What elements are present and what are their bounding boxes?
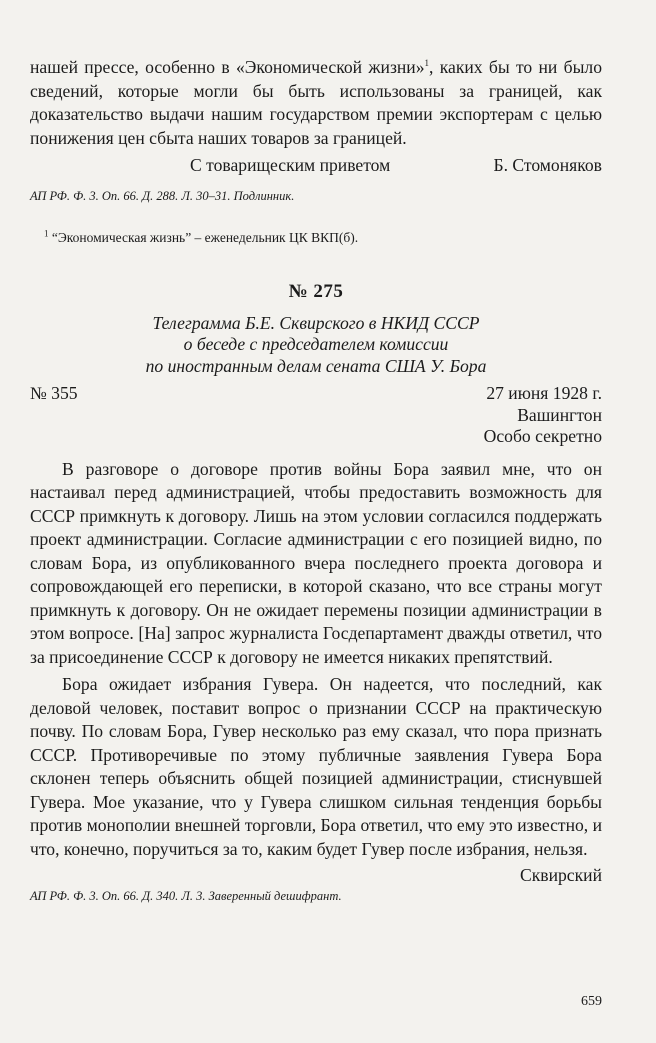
document-number: № 275 <box>288 280 344 302</box>
closing-phrase: С товарищеским приветом <box>190 155 391 175</box>
telegram-place: Вашингтон <box>517 404 602 425</box>
title-line: по иностранным делам сената США У. Бора <box>145 355 487 376</box>
footnote <box>30 229 602 247</box>
document-title <box>30 313 602 378</box>
footnote-text: “Экономическая жизнь” – еженедельник ЦК ВКП(б). <box>48 229 359 245</box>
signer-name: Б. Стомоняков <box>493 155 602 175</box>
archive-source: АП РФ. Ф. 3. Оп. 66. Д. 340. Л. 3. Заверенный дешифрант. <box>30 888 342 903</box>
paragraph-text-continued: , каких бы то ни было сведений, которые могли бы быть использованы за границей, как доказательство выдачи нашим государством премии экспортерам с целью понижения цен сбыта наших товаров за границей. <box>30 57 602 148</box>
previous-document-paragraph <box>30 56 602 150</box>
title-line: Телеграмма Б.Е. Сквирского в НКИД СССР <box>152 312 480 333</box>
telegram-meta-row <box>30 383 602 405</box>
book-page <box>30 56 602 905</box>
telegram-signer: Сквирский <box>520 865 602 885</box>
footnote-ref[interactable]: 1 <box>424 58 430 69</box>
body-paragraph: Бора ожидает избрания Гувера. Он надеется, что последний, как деловой человек, поставит вопрос о признании СССР на практическую почву. По словам Бора, Гувер несколько раз ему сказал, что пора признать СССР. Противоречивые по этому публичные заявления Гувера Бора склонен теперь объяснить общей позицией администрации, стиснувшей Гувера. Мое указание, что у Гувера слишком сильная тенденция борьбы против монополии внешней торговли, Бора ответил, что ему это известно, и что, конечно, поручиться за то, каким будет Гувер после избрания, нельзя. <box>30 674 602 859</box>
body-paragraph: В разговоре о договоре против войны Бора заявил мне, что он настаивал перед администрацией, чтобы предоставить возможность для СССР примкнуть к договору. Лишь на этом условии согласился поддержать проект администрации. Согласие администрации с его позицией видно, по словам Бора, из опубликованного вчера последнего проекта договора и сопровождающей его переписки, в которой сказано, что все страны могут примкнуть к договору. Он не ожидает перемены позиции администрации в этом вопросе. [На] запрос журналиста Госдепартамент дважды ответил, что за присоединение СССР к договору не имеется никаких препятствий. <box>30 458 602 667</box>
archive-source: АП РФ. Ф. 3. Оп. 66. Д. 288. Л. 30–31. Подлинник. <box>30 188 295 203</box>
page-number: 659 <box>581 994 602 1009</box>
telegram-date: 27 июня 1928 г. <box>486 383 602 403</box>
paragraph-text: нашей прессе, особенно в «Экономической жизни» <box>30 57 425 77</box>
closing-signature-row <box>30 154 602 178</box>
telegram-ref-number: № 355 <box>30 383 78 403</box>
classification-mark: Особо секретно <box>483 426 602 446</box>
telegram-body <box>30 458 602 862</box>
footnote-mark: 1 <box>44 228 49 238</box>
title-line: о беседе с председателем комиссии <box>183 334 449 354</box>
